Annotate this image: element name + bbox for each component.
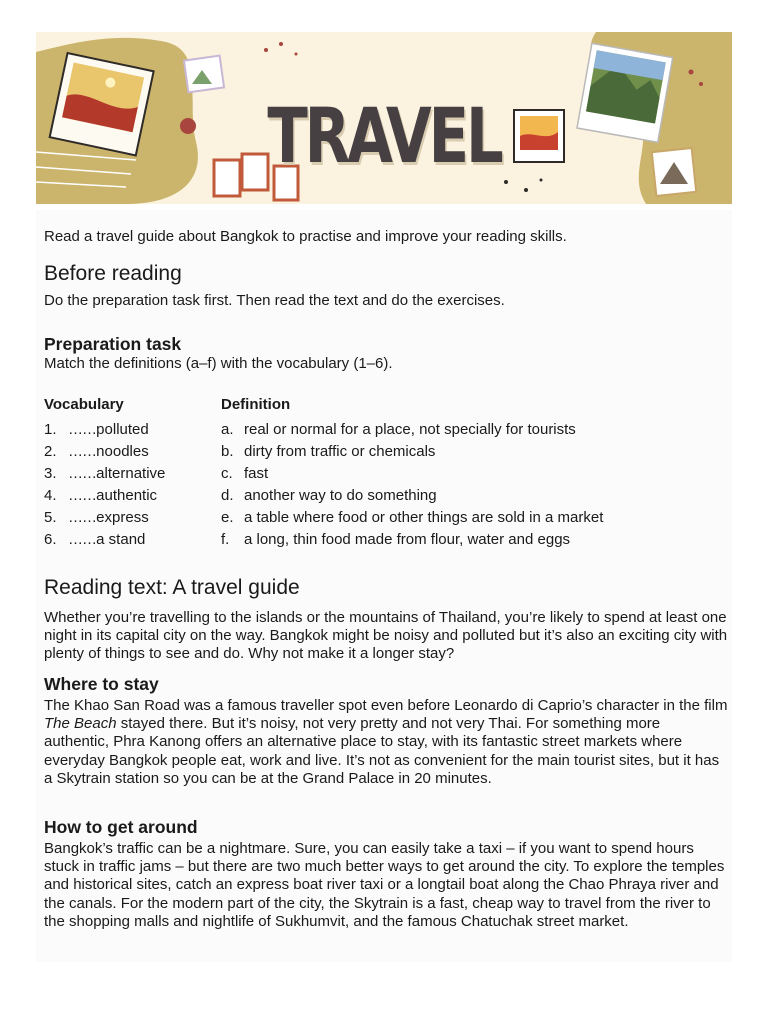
preparation-heading: Preparation task (44, 334, 182, 354)
vocab-item: 3. …… alternative (44, 465, 166, 482)
answer-blank[interactable]: …… (68, 487, 96, 504)
travel-banner (36, 32, 732, 204)
vocab-item: 2. …… noodles (44, 443, 149, 460)
preparation-instruction: Match the definitions (a–f) with the vocabulary (1–6). (44, 355, 393, 372)
vocab-item: 6. …… a stand (44, 531, 146, 548)
answer-blank[interactable]: …… (68, 465, 96, 482)
vocab-item: 4. …… authentic (44, 487, 158, 504)
definition-item: d. another way to do something (221, 487, 437, 504)
definition-item: b. dirty from traffic or chemicals (221, 443, 436, 460)
how-to-get-around-heading: How to get around (44, 817, 198, 837)
vocab-item: 1. …… polluted (44, 421, 149, 438)
before-reading-heading: Before reading (44, 262, 182, 285)
reading-text-heading: Reading text: A travel guide (44, 576, 300, 599)
definition-item: c. fast (221, 465, 269, 482)
reading-intro-paragraph: Whether you’re travelling to the islands or the mountains of Thailand, you’re likely to spend at least one night in its capital city on the way. Bangkok might be noisy and polluted but it’s also an exciting city with plenty of things to see and do. Why not make it a longer stay? (44, 609, 728, 663)
before-reading-text: Do the preparation task first. Then read the text and do the exercises. (44, 292, 505, 309)
definition-item: f. a long, thin food made from flour, water and eggs (221, 531, 571, 548)
answer-blank[interactable]: …… (68, 531, 96, 548)
vocabulary-column-heading: Vocabulary (44, 396, 124, 413)
definition-item: e. a table where food or other things are sold in a market (221, 509, 604, 526)
definition-item: a. real or normal for a place, not specially for tourists (221, 421, 576, 438)
definition-column-heading: Definition (221, 396, 291, 413)
answer-blank[interactable]: …… (68, 443, 96, 460)
how-to-get-around-paragraph: Bangkok’s traffic can be a nightmare. Sure, you can easily take a taxi – if you want to spend hours stuck in traffic jams – but there are two much better ways to get around the city. To explore the temples and historical sites, catch an express boat river taxi or a longtail boat along the Chao Phraya river and the canals. For the modern part of the city, the Skytrain is a fast, cheap way to travel from the river to the shopping malls and nightlife of Sukhumvit, and the famous Chatuchak street market. (44, 840, 725, 930)
answer-blank[interactable]: …… (68, 509, 96, 526)
where-to-stay-paragraph: The Khao San Road was a famous traveller spot even before Leonardo di Caprio’s character in the film The Beach stayed there. But it’s noisy, not very pretty and not very Thai. For something more authentic, Phra Kanong offers an alternative place to stay, with its fantastic street markets where everyday Bangkok people eat, work and live. It’s not as convenient for the main tourist sites, but it has a Skytrain station so you can be at the Grand Palace in 20 minutes. (44, 697, 728, 787)
answer-blank[interactable]: …… (68, 421, 96, 438)
where-to-stay-heading: Where to stay (44, 674, 159, 694)
worksheet-content (36, 210, 732, 962)
vocab-item: 5. …… express (44, 509, 149, 526)
film-title: The Beach (44, 715, 117, 733)
intro-text: Read a travel guide about Bangkok to practise and improve your reading skills. (44, 228, 567, 245)
banner-title: TRAVEL (267, 91, 501, 180)
